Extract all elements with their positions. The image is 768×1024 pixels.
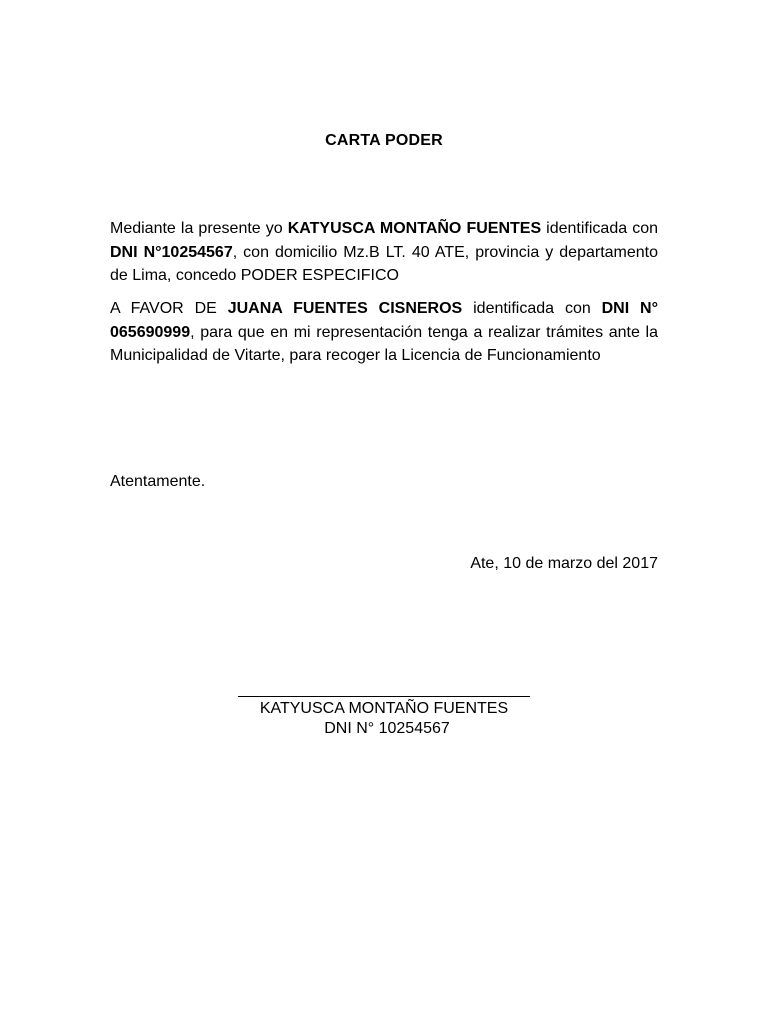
paragraph-text: , con domicilio Mz.B LT. 40 ATE, provincia y departamento de Lima, concedo PODER ESPECIFICO [110, 243, 658, 284]
grantor-dni: DNI N°10254567 [110, 243, 233, 261]
closing-text: Atentamente. [110, 473, 206, 490]
document-title: CARTA PODER [325, 132, 443, 149]
paragraph-text: identificada con [541, 220, 658, 237]
signature-name: KATYUSCA MONTAÑO FUENTES [259, 700, 509, 717]
paragraph-text: , para que en mi representación tenga a realizar trámites ante la Municipalidad de Vitarte, para recoger la Licencia de Funcionamiento [110, 323, 658, 364]
paragraph-text: Mediante la presente yo [110, 220, 288, 237]
grantee-dni: DNI N° 065690999 [110, 300, 659, 341]
date-line: Ate, 10 de marzo del 2017 [470, 555, 658, 572]
paragraph-favor [110, 297, 658, 368]
paragraph-text: A FAVOR DE [110, 300, 228, 317]
grantor-name: KATYUSCA MONTAÑO FUENTES [287, 220, 542, 237]
paragraph-text: identificada con [462, 300, 602, 317]
grantee-name: JUANA FUENTES CISNEROS [227, 300, 463, 317]
signature-line [238, 680, 530, 697]
signature-dni: DNI N° 10254567 [324, 720, 450, 737]
paragraph-grant [110, 217, 658, 288]
